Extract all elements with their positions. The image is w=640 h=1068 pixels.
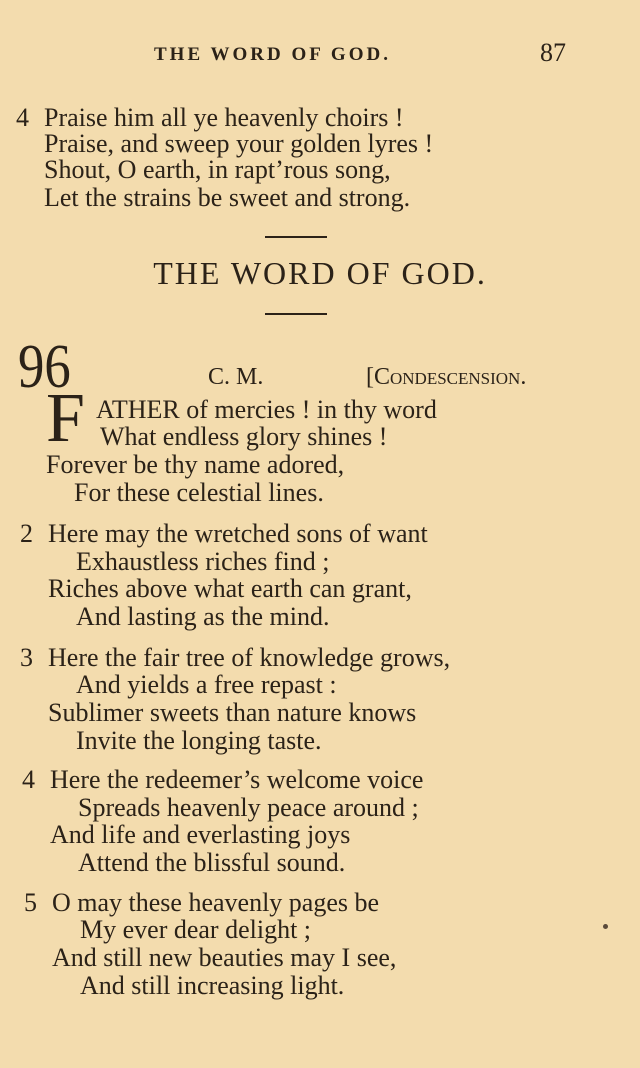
verse-line: My ever dear delight ; bbox=[80, 915, 312, 944]
verse-line: And lasting as the mind. bbox=[76, 602, 330, 631]
page-number: 87 bbox=[540, 38, 566, 67]
verse-line: And still new beauties may I see, bbox=[52, 943, 397, 972]
verse-line: Shout, O earth, in rapt’rous song, bbox=[44, 155, 391, 184]
running-head: THE WORD OF GOD. bbox=[154, 44, 391, 65]
hymn-number: 96 bbox=[18, 333, 71, 401]
ink-speck bbox=[603, 924, 608, 929]
verse-line: Praise him all ye heavenly choirs ! bbox=[44, 103, 404, 132]
verse-line: What endless glory shines ! bbox=[100, 422, 388, 451]
section-rule-top bbox=[265, 236, 327, 238]
verse-number: 3 bbox=[20, 643, 33, 672]
drop-cap: F bbox=[46, 380, 85, 457]
verse-line: Praise, and sweep your golden lyres ! bbox=[44, 129, 434, 158]
verse-line: Let the strains be sweet and strong. bbox=[44, 183, 411, 212]
verse-line: O may these heavenly pages be bbox=[52, 888, 380, 917]
verse-number: 4 bbox=[16, 103, 29, 132]
section-rule-bottom bbox=[265, 313, 327, 315]
verse-line: And yields a free repast : bbox=[76, 670, 337, 699]
verse-line: And life and everlasting joys bbox=[50, 820, 351, 849]
section-title: THE WORD OF GOD. bbox=[153, 255, 487, 291]
verse-line: Exhaustless riches find ; bbox=[76, 547, 330, 576]
verse-line: Riches above what earth can grant, bbox=[48, 574, 412, 603]
verse-line: Sublimer sweets than nature knows bbox=[48, 698, 417, 727]
verse-number: 5 bbox=[24, 888, 37, 917]
verse-line: And still increasing light. bbox=[80, 971, 345, 1000]
verse-line: Here the fair tree of knowledge grows, bbox=[48, 643, 451, 672]
verse-number: 4 bbox=[22, 765, 35, 794]
verse-line: For these celestial lines. bbox=[74, 478, 324, 507]
hymn-meter: C. M. bbox=[208, 364, 264, 390]
verse-line: Attend the blissful sound. bbox=[78, 848, 346, 877]
verse-line: Forever be thy name adored, bbox=[46, 450, 345, 479]
verse-line: Here the redeemer’s welcome voice bbox=[50, 765, 424, 794]
verse-line: Spreads heavenly peace around ; bbox=[78, 793, 419, 822]
hymn-tune-text: [Condescension. bbox=[366, 364, 527, 390]
verse-line: ATHER of mercies ! in thy word bbox=[96, 395, 437, 424]
verse-line: Here may the wretched sons of want bbox=[48, 519, 428, 548]
verse-number: 2 bbox=[20, 519, 33, 548]
verse-line: Invite the longing taste. bbox=[76, 726, 322, 755]
hymn-tune bbox=[366, 364, 526, 391]
